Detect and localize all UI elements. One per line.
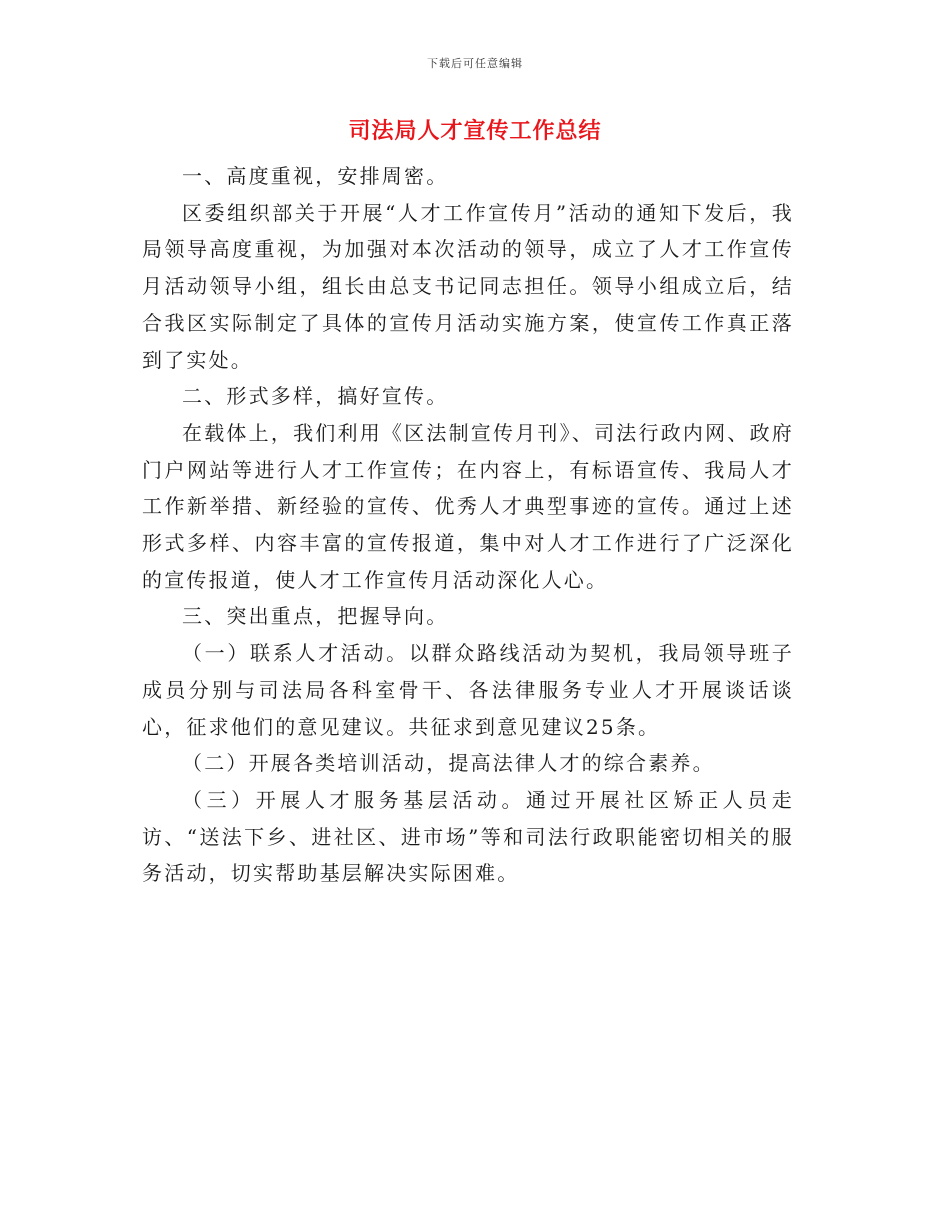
paragraph-3: （一）联系人才活动。以群众路线活动为契机，我局领导班子成员分别与司法局各科室骨干、各法律服务专业人才开展谈话谈心，征求他们的意见建议。共征求到意见建议25条。 — [142, 641, 794, 739]
document-title: 司法局人才宣传工作总结 — [348, 118, 602, 144]
paragraph-1: 区委组织部关于开展“人才工作宣传月”活动的通知下发后，我局领导高度重视，为加强对本次活动的领导，成立了人才工作宣传月活动领导小组，组长由总支书记同志担任。领导小组成立后，结合我区实际制定了具体的宣传月活动实施方案，使宣传工作真正落到了实处。 — [142, 200, 794, 372]
section-heading-1: 一、高度重视，安排周密。 — [182, 164, 449, 188]
section-heading-3: 三、突出重点，把握导向。 — [182, 604, 449, 629]
paragraph-5: （三）开展人才服务基层活动。通过开展社区矫正人员走访、“送法下乡、进社区、进市场”等和司法行政职能密切相关的服务活动，切实帮助基层解决实际困难。 — [142, 787, 794, 886]
header-note: 下载后可任意编辑 — [427, 57, 523, 70]
section-heading-2: 二、形式多样，搞好宣传。 — [182, 384, 449, 409]
paragraph-4: （二）开展各类培训活动，提高法律人才的综合素养。 — [182, 751, 715, 776]
document-body — [142, 158, 794, 892]
paragraph-2: 在载体上，我们利用《区法制宣传月刊》、司法行政内网、政府门户网站等进行人才工作宣传；在内容上，有标语宣传、我局人才工作新举措、新经验的宣传、优秀人才典型事迹的宣传。通过上述形式多样、内容丰富的宣传报道，集中对人才工作进行了广泛深化的宣传报道，使人才工作宣传月活动深化人心。 — [142, 420, 794, 592]
